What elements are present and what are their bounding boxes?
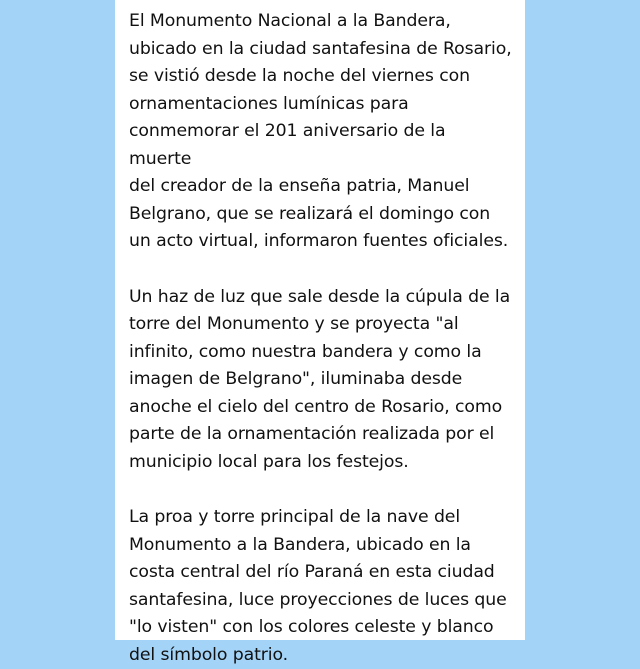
paragraph-1: El Monumento Nacional a la Bandera, ubicado en la ciudad santafesina de Rosario, se vistió desde la noche del viernes con ornamentaciones lumínicas para conmemorar el 201 aniversario de la muerte del creador de la enseña patria, Manuel Belgrano, que se realizará el domingo con un acto virtual, informaron fuentes oficiales. — [129, 11, 512, 251]
paragraph-2: Un haz de luz que sale desde la cúpula de la torre del Monumento y se proyecta "al infinito, como nuestra bandera y como la imagen de Belgrano", iluminaba desde anoche el cielo del centro de Rosario, como parte de la ornamentación realizada por el municipio local para los festejos. — [129, 286, 511, 472]
paragraph-3: La proa y torre principal de la nave del Monumento a la Bandera, ubicado en la costa central del río Paraná en esta ciudad santafesina, luce proyecciones de luces que "lo visten" con los colores celeste y blanco del símbolo patrio. — [129, 507, 507, 665]
article-panel — [115, 0, 525, 665]
